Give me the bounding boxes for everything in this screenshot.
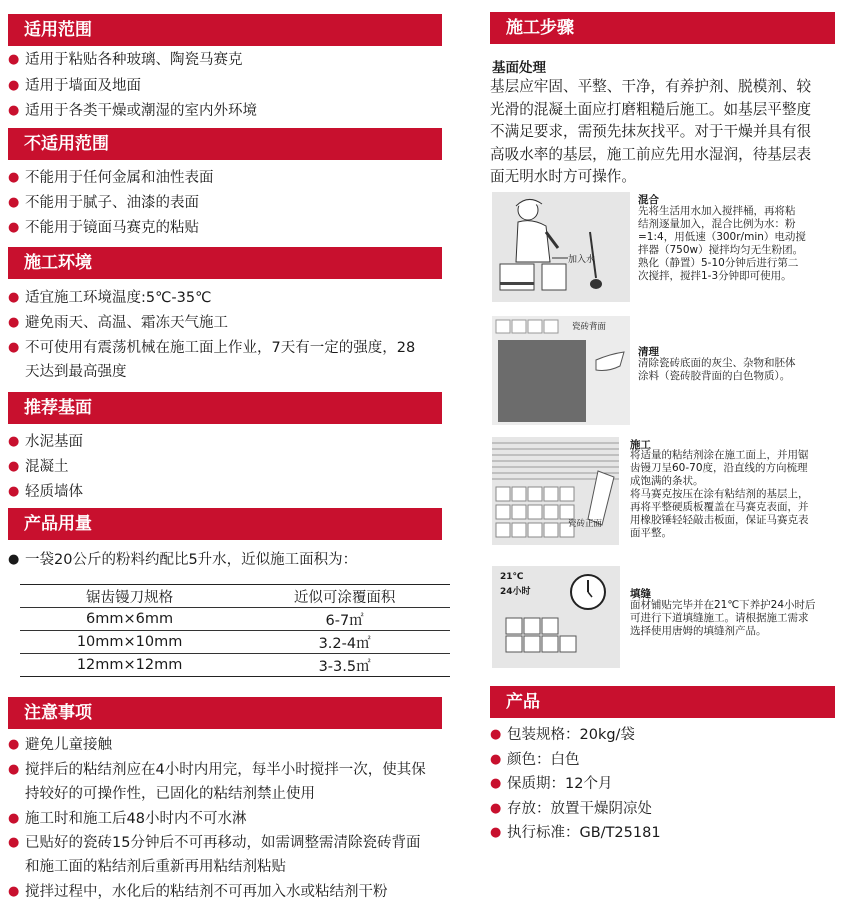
list-item <box>8 480 83 504</box>
step-line: 再将平整硬质板覆盖在马赛克表面，并 <box>630 501 809 513</box>
list-item <box>8 286 211 310</box>
paragraph-line: 高吸水率的基层，施工前应先用水湿润，待基层表 <box>490 145 812 163</box>
applying-illustration <box>492 437 619 545</box>
bullet-dot-icon: ● <box>8 52 20 67</box>
worker-mixing-icon <box>492 192 630 302</box>
step-title: 填缝 <box>630 588 651 600</box>
table-row <box>20 608 450 631</box>
section-title: 不适用范围 <box>24 134 109 154</box>
step-line: 涂料（瓷砖胶背面的白色物质）。 <box>638 370 791 382</box>
bullet-dot-icon: ● <box>8 340 20 355</box>
table-header: 锯齿镘刀规格 <box>20 585 239 608</box>
bullet-dot-icon: ● <box>8 811 20 826</box>
usage-table <box>20 584 450 677</box>
list-item <box>8 455 69 479</box>
section-title: 产品 <box>506 692 540 712</box>
bullet-dot-icon: ● <box>490 727 502 742</box>
bullet-dot-icon: ● <box>8 103 20 118</box>
list-item-text: 施工时和施工后48小时内不可水淋 <box>25 811 247 827</box>
bullet-dot-icon: ● <box>8 459 20 474</box>
list-item-text: 适宜施工环境温度:5℃-35℃ <box>25 290 212 306</box>
list-item <box>8 758 426 782</box>
mixing-illustration <box>492 192 630 302</box>
list-item-text: 和施工面的粘结剂后重新再用粘结剂粘贴 <box>25 859 286 875</box>
section-header-usage <box>8 508 442 540</box>
section-header-substrate <box>8 392 442 424</box>
list-item <box>8 311 228 335</box>
list-item-continuation <box>8 360 127 384</box>
list-item-text: 水泥基面 <box>25 434 83 450</box>
bullet-dot-icon: ● <box>490 801 502 816</box>
section-header-notes <box>8 697 442 729</box>
step-line: 将适量的粘结剂涂在施工面上，并用锯 <box>630 449 809 461</box>
section-title: 推荐基面 <box>24 398 92 418</box>
list-item <box>8 880 388 904</box>
list-item-text: 不可使用有震荡机械在施工面上作业，7天有一定的强度，28 <box>25 340 416 356</box>
step-line: 齿镘刀呈60-70度，沿直线的方向梳理 <box>630 462 808 474</box>
usage-intro <box>8 548 357 572</box>
step-line: 可进行下道填缝施工。请根据施工需求 <box>630 612 809 624</box>
list-item <box>490 772 612 796</box>
bullet-dot-icon: ● <box>8 434 20 449</box>
step-line: 选择使用唐姆的填缝剂产品。 <box>630 625 767 637</box>
step-title: 混合 <box>638 194 659 206</box>
bullet-dot-icon: ● <box>8 290 20 305</box>
table-header-row <box>20 585 450 608</box>
list-item-text: 避免儿童接触 <box>25 737 112 753</box>
list-item-text: 适用于各类干燥或潮湿的室内外环境 <box>25 103 257 119</box>
list-item-text: 适用于粘贴各种玻璃、陶瓷马赛克 <box>25 52 243 68</box>
step-line: 用橡胶锤轻轻敲击板面，保证马赛克表 <box>630 514 809 526</box>
table-row <box>20 654 450 677</box>
paragraph-line: 不满足要求，需预先抹灰找平。对于干燥并具有很 <box>490 123 812 140</box>
step-line: =1:4，用低速（300r/min）电动搅 <box>638 231 806 243</box>
list-item-text: 颜色：白色 <box>507 752 580 768</box>
list-item-text: 一袋20公斤的粉料约配比5升水，近似施工面积为： <box>25 552 358 568</box>
list-item <box>490 797 652 821</box>
bullet-dot-icon: ● <box>8 737 20 752</box>
paragraph-line: 光滑的混凝土面应打磨粗糙后施工。如基层平整度 <box>490 100 812 118</box>
list-item-continuation <box>8 782 315 806</box>
step-line: 结剂逐量加入，混合比例为水：粉 <box>638 218 796 230</box>
step-description <box>630 599 816 638</box>
bullet-dot-icon: ● <box>8 78 20 93</box>
list-item-text: 不能用于任何金属和油性表面 <box>25 170 214 186</box>
section-title: 适用范围 <box>24 20 92 40</box>
list-item-text: 天达到最高强度 <box>25 364 127 380</box>
list-item <box>8 733 112 757</box>
step-line: 熟化（静置）5-10分钟后进行第二 <box>638 257 799 269</box>
list-item <box>8 191 199 215</box>
list-item <box>8 807 246 831</box>
bullet-dot-icon: ● <box>8 220 20 235</box>
illustration-label: 瓷砖背面 <box>572 322 607 332</box>
table-cell: 6mm×6mm <box>20 608 239 631</box>
bullet-dot-icon: ● <box>8 484 20 499</box>
table-row <box>20 631 450 654</box>
bullet-dot-icon: ● <box>8 762 20 777</box>
table-cell: 12mm×12mm <box>20 654 239 677</box>
list-item-text: 适用于墙面及地面 <box>25 78 141 94</box>
tile-back-icon <box>492 316 630 425</box>
illustration-label: 加入水 <box>568 255 596 265</box>
table-cell: 3-3.5㎡ <box>239 654 450 677</box>
step-line: 清除瓷砖底面的灰尘、杂物和胚体 <box>638 357 796 369</box>
list-item-text: 不能用于镜面马赛克的粘贴 <box>25 220 199 236</box>
step-line: 次搅拌，搅拌1-3分钟即可使用。 <box>638 270 792 282</box>
list-item <box>8 74 141 98</box>
list-item <box>8 48 243 72</box>
step-line: 先将生活用水加入搅拌桶，再将粘 <box>638 205 796 217</box>
table-cell: 3.2-4㎡ <box>239 631 450 654</box>
base-treatment-text <box>490 76 811 189</box>
list-item-text: 轻质墙体 <box>25 484 83 500</box>
table-cell: 10mm×10mm <box>20 631 239 654</box>
list-item-continuation <box>8 855 286 879</box>
list-item <box>8 216 199 240</box>
list-item-text: 避免雨天、高温、霜冻天气施工 <box>25 315 228 331</box>
temperature-label: 21℃ <box>500 572 524 582</box>
duration-label: 24小时 <box>500 587 531 597</box>
step-title: 施工 <box>630 439 651 451</box>
step-description <box>638 357 796 383</box>
section-header-product <box>490 686 835 718</box>
step-line: 成饱满的条状。 <box>630 475 704 487</box>
bullet-dot-icon: ● <box>8 884 20 899</box>
list-item-text: 搅拌过程中，水化后的粘结剂不可再加入水或粘结剂干粉 <box>25 884 388 900</box>
bullet-dot-icon: ● <box>8 170 20 185</box>
step-line: 面平整。 <box>630 527 672 539</box>
list-item <box>8 166 214 190</box>
list-item-text: 包装规格：20kg/袋 <box>507 727 635 743</box>
bullet-dot-icon: ● <box>8 835 20 850</box>
section-title: 产品用量 <box>24 514 92 534</box>
base-treatment-title: 基面处理 <box>492 60 546 76</box>
section-title: 注意事项 <box>24 703 92 723</box>
step-description <box>630 449 809 540</box>
bullet-dot-icon: ● <box>490 825 502 840</box>
paragraph-line: 面无明水时方可操作。 <box>490 168 636 185</box>
paragraph-line: 基层应牢固、平整、干净，有养护剂、脱模剂、较 <box>490 78 812 95</box>
list-item <box>8 430 83 454</box>
bullet-dot-icon: ● <box>490 752 502 767</box>
step-line: 面材铺贴完毕并在21℃下养护24小时后 <box>630 599 816 611</box>
cleaning-illustration <box>492 316 630 425</box>
step-description <box>638 205 806 283</box>
bullet-dot-icon: ● <box>490 776 502 791</box>
list-item-text: 已贴好的瓷砖15分钟后不可再移动，如需调整需清除瓷砖背面 <box>25 835 421 851</box>
list-item-text: 持较好的可操作性，已固化的粘结剂禁止使用 <box>25 786 315 802</box>
list-item-text: 混凝土 <box>25 459 69 475</box>
list-item-text: 执行标准：GB/T25181 <box>507 825 661 841</box>
list-item-text: 存放：放置干燥阴凉处 <box>507 801 652 817</box>
step-line: 拌器（750w）搅拌均匀无生粉团。 <box>638 244 804 256</box>
bullet-dot-icon: ● <box>8 195 20 210</box>
list-item <box>8 336 415 360</box>
list-item-text: 不能用于腻子、油漆的表面 <box>25 195 199 211</box>
section-header-not-scope <box>8 128 442 160</box>
grouting-illustration <box>492 566 620 668</box>
list-item <box>8 99 257 123</box>
section-header-steps <box>490 12 835 44</box>
section-header-environment <box>8 247 442 279</box>
step-line: 将马赛克按压在涂有粘结剂的基层上， <box>630 488 809 500</box>
bullet-dot-icon: ● <box>8 552 20 567</box>
bullet-dot-icon: ● <box>8 315 20 330</box>
list-item <box>8 831 420 855</box>
step-title: 清理 <box>638 346 659 358</box>
section-header-scope <box>8 14 442 46</box>
list-item <box>490 748 580 772</box>
illustration-label: 瓷砖正面 <box>568 519 603 529</box>
table-header: 近似可涂覆面积 <box>239 585 450 608</box>
list-item-text: 保质期：12个月 <box>507 776 613 792</box>
list-item <box>490 821 661 845</box>
table-cell: 6-7㎡ <box>239 608 450 631</box>
list-item <box>490 723 635 747</box>
list-item-text: 搅拌后的粘结剂应在4小时内用完，每半小时搅拌一次，使其保 <box>25 762 426 778</box>
section-title: 施工步骤 <box>506 18 574 38</box>
section-title: 施工环境 <box>24 253 92 273</box>
